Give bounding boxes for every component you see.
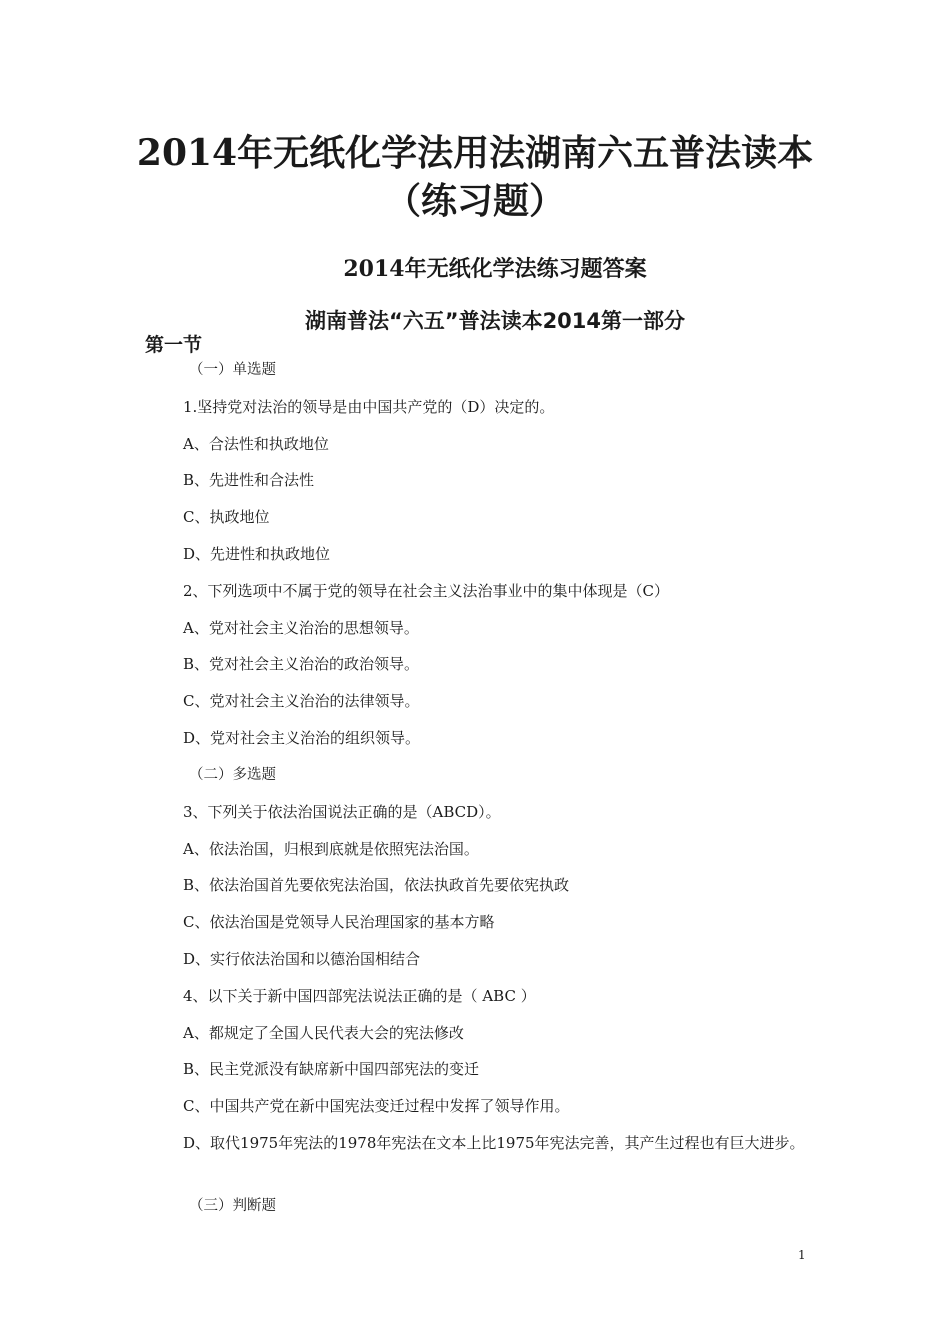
part-title: 湖南普法“六五”普法读本2014第一部分 (304, 309, 686, 333)
question-text: 2、下列选项中不属于党的领导在社会主义法治事业中的集中体现是（C） (183, 582, 670, 600)
document-title-line-2: （练习题） (384, 180, 565, 222)
answer-option: B、民主党派没有缺席新中国四部宪法的变迁 (183, 1060, 480, 1078)
answer-option: D、党对社会主义治治的组织领导。 (183, 729, 421, 747)
question-group-heading: （二）多选题 (189, 767, 276, 783)
question-text: 3、下列关于依法治国说法正确的是（ABCD）。 (183, 803, 501, 821)
answer-option: A、合法性和执政地位 (183, 435, 329, 453)
section-title: 第一节 (145, 334, 203, 356)
answers-subtitle: 2014年无纸化学法练习题答案 (343, 256, 647, 282)
answer-option: A、依法治国，归根到底就是依照宪法治国。 (183, 840, 479, 858)
question-text: 1.坚持党对法治的领导是由中国共产党的（D）决定的。 (183, 398, 555, 416)
answer-option: C、党对社会主义治治的法律领导。 (183, 692, 420, 710)
answer-option: B、先进性和合法性 (183, 471, 315, 489)
answer-option: B、依法治国首先要依宪法治国，依法执政首先要依宪执政 (183, 876, 570, 894)
document-title-line-1: 2014年无纸化学法用法湖南六五普法读本 (136, 132, 814, 174)
page-number: 1 (798, 1248, 806, 1262)
question-group-heading: （一）单选题 (189, 362, 276, 378)
answer-option: D、实行依法治国和以德治国相结合 (183, 950, 421, 968)
answer-option: C、依法治国是党领导人民治理国家的基本方略 (183, 913, 495, 931)
answer-option: A、都规定了全国人民代表大会的宪法修改 (183, 1024, 464, 1042)
answer-option: B、党对社会主义治治的政治领导。 (183, 655, 420, 673)
question-group-heading: （三）判断题 (189, 1198, 276, 1214)
answer-option: D、取代1975年宪法的1978年宪法在文本上比1975年宪法完善，其产生过程也有巨大进步。 (183, 1134, 805, 1152)
answer-option: D、先进性和执政地位 (183, 545, 331, 563)
question-text: 4、以下关于新中国四部宪法说法正确的是（ ABC ） (183, 987, 536, 1005)
answer-option: C、执政地位 (183, 508, 270, 526)
answer-option: C、中国共产党在新中国宪法变迁过程中发挥了领导作用。 (183, 1097, 570, 1115)
answer-option: A、党对社会主义治治的思想领导。 (183, 619, 419, 637)
